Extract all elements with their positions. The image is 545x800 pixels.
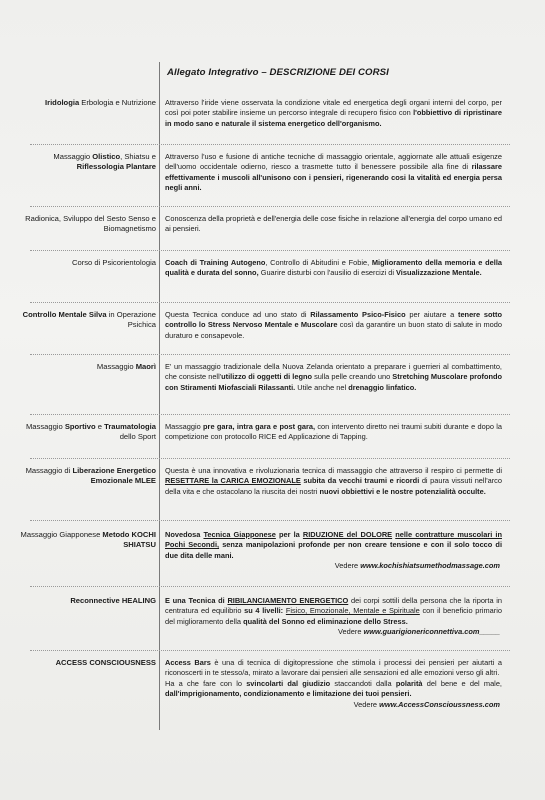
course-description-text: RIDUZIONE del DOLORE — [302, 530, 393, 539]
course-name-text: Traumatologia — [104, 422, 156, 431]
course-name-text: Massaggio di — [25, 466, 73, 475]
course-description-text: senza manipolazioni profonde per non creare tensione e con il solo tocco di due dita delle mani. — [165, 540, 503, 560]
course-description — [165, 422, 502, 443]
course-description-text: Questa è una innovativa e rivoluzionaria tecnica di massaggio che attraverso il respiro ci permette di — [165, 466, 502, 475]
row-divider — [30, 458, 510, 459]
course-description-text: Conoscenza della proprietà e dell'energia delle cose fisiche in relazione all'energia del corpo umano ed ai pensieri. — [165, 214, 502, 234]
course-name-text: Massaggio Giapponese — [20, 530, 103, 539]
website-reference — [165, 561, 502, 571]
course-description-text: subita da vecchi traumi e ricordi — [300, 476, 420, 486]
course-description-text: staccandoti dalla — [330, 678, 396, 688]
course-description-text: Visualizzazione Mentale. — [396, 268, 482, 278]
website-prefix: Vedere — [334, 561, 361, 571]
course-description-text: drenaggio linfatico. — [348, 382, 417, 392]
course-description — [165, 362, 502, 393]
course-name — [16, 310, 156, 331]
course-name — [16, 258, 156, 268]
course-description-text: sulla pelle creando uno — [312, 372, 393, 382]
course-description-text: di paura vissuti nell'arco della vita e che ostacolano la riuscita dei nostri — [165, 476, 502, 496]
course-name-text: Controllo Mentale Silva — [22, 310, 107, 319]
course-description — [165, 530, 502, 572]
course-name-text: Massaggio — [25, 422, 65, 431]
website-prefix: Vedere — [353, 699, 380, 709]
course-description-text: Guarire disturbi con l'ausilio di esercizi di — [258, 268, 397, 278]
course-name-text: Massaggio — [53, 152, 93, 161]
website-reference — [165, 627, 502, 637]
course-description-text: RIBILANCIAMENTO ENERGETICO — [227, 596, 349, 605]
course-description-text: Rilassamento Psico-Fisico — [310, 310, 406, 319]
course-description — [165, 98, 502, 129]
course-description-text: con intervento diretto nei traumi subiti durante e dopo la competizione con protocollo RICE ed Applicazione di Tapping. — [165, 422, 502, 442]
row-divider — [30, 250, 510, 251]
course-name-text: dello Sport — [119, 432, 156, 442]
course-description — [165, 214, 502, 235]
course-description-text: dall'imprigionamento, condizionamento e limitazione dei tuoi pensieri. — [165, 689, 412, 699]
course-description-text: Stretching Muscolare profondo con Stiramenti Miofasciali Rilassanti. — [165, 372, 502, 392]
course-description-text: Ha a che fare con lo — [165, 678, 247, 688]
course-name-text: Metodo KOCHI SHIATSU — [102, 530, 156, 550]
course-name-text: Iridologia — [45, 98, 80, 107]
course-description-text: Fisico, Emozionale, Mentale e Spirituale — [285, 606, 420, 616]
course-name — [16, 596, 156, 606]
course-description-text: E una Tecnica di — [165, 596, 228, 605]
row-divider — [30, 520, 510, 521]
course-description — [165, 466, 502, 497]
course-name-text: Massaggio — [96, 362, 136, 371]
course-description-text: Tecnica Giapponese — [203, 530, 276, 539]
course-name — [16, 530, 156, 551]
website-prefix: Vedere — [338, 627, 364, 637]
course-name-text: , Shiatsu e — [120, 152, 156, 161]
course-description-text: utilizzo di oggetti di legno — [221, 372, 312, 382]
course-name — [16, 422, 156, 443]
row-divider — [30, 586, 510, 587]
course-name-text: ACCESS CONSCIOUSNESS — [55, 658, 156, 667]
course-name — [16, 466, 156, 487]
row-divider — [30, 650, 510, 651]
website-link[interactable]: www.AccessConscioussness.com — [379, 699, 500, 709]
course-name-text: Erbologia e Nutrizione — [79, 98, 156, 107]
course-name-text: Radionica, Sviluppo del Sesto Senso e Biomagnetismo — [25, 214, 156, 234]
course-name-text: in Operazione Psichica — [106, 310, 156, 330]
page-title: Allegato Integrativo – DESCRIZIONE DEI CORSI — [167, 67, 389, 78]
course-name-text: Riflessologia Plantare — [76, 162, 156, 172]
course-name — [16, 658, 156, 668]
course-description-text: nuovi obbiettivi e le nostre potenzialità occulte. — [319, 486, 486, 496]
website-reference — [165, 700, 502, 710]
course-description-text: nelle contratture muscolari in Pochi Secondi, — [165, 530, 502, 550]
course-name-text: Liberazione Energetico Emozionale MLEE — [72, 466, 156, 486]
course-name-text: Corso di Psicorientologia — [72, 258, 156, 267]
course-name-text: Olistico — [92, 152, 121, 161]
course-description — [165, 658, 502, 710]
course-name — [16, 362, 156, 372]
row-divider — [30, 354, 510, 355]
course-description-text: su 4 livelli: — [244, 606, 284, 616]
course-description-text: , Controllo di Abitudini e Fobie, — [265, 258, 372, 267]
row-divider — [30, 414, 510, 415]
course-description — [165, 258, 502, 279]
course-description-text: svincolarti dal giudizio — [246, 678, 331, 688]
course-description-text: RESETTARE la CARICA EMOZIONALE — [165, 476, 301, 486]
course-description-text: pre gara, intra gara e post gara, — [203, 422, 316, 431]
course-description-text: per la — [275, 530, 303, 539]
row-divider — [30, 302, 510, 303]
row-divider — [30, 206, 510, 207]
website-link[interactable]: www.kochishiatsumethodmassage.com — [360, 561, 500, 571]
column-divider — [159, 62, 160, 730]
course-description-text: per aiutare a — [405, 310, 458, 319]
course-description-text: rilassare effettivamente i muscoli all'unisono con i pensieri, rigenerando cosi la vitalità ed energia persa negli anni. — [165, 162, 502, 193]
course-description-text: Utile anche nel — [295, 382, 349, 392]
course-description-text: Access Bars — [165, 658, 211, 667]
course-description-text: con il beneficio primario del miglioramento della — [165, 606, 502, 626]
row-divider — [30, 144, 510, 145]
course-description-text: Coach di Training Autogeno — [165, 258, 266, 267]
course-description-text: Questa Tecnica conduce ad uno stato di — [165, 310, 311, 319]
course-description-text: Massaggio — [165, 422, 204, 431]
course-name-text: Maorì — [135, 362, 156, 371]
course-name — [16, 152, 156, 173]
course-description-text: tenere sotto controllo lo Stress Nervoso Mentale e Muscolare — [165, 310, 502, 330]
course-name-text: Sportivo — [64, 422, 96, 431]
course-description-text: è una di tecnica di digitopressione che stimola i processi dei pensieri per aiutarti a riconoscerti in te stesso/a, mirato a lavorare dai pensieri alle sensazioni ed alle emozioni verso gli altri. — [165, 658, 502, 678]
website-link[interactable]: www.guarigionericonnettiva.com_____ — [363, 627, 500, 637]
course-description-text: polarità — [395, 678, 423, 688]
course-description-text: qualità del Sonno ed eliminazione dello Stress. — [243, 616, 408, 626]
course-description — [165, 596, 502, 638]
course-description-text: così da garantire un buon stato di salute in modo duraturo e consapevole. — [165, 320, 502, 340]
course-description-text: l'obbiettivo di ripristinare in modo sano e naturale il sistema energetico dell'organismo. — [165, 108, 503, 128]
course-name-text: Reconnective HEALING — [70, 596, 156, 605]
course-description-text: E' un massaggio tradizionale della Nuova Zelanda orientato a preparare i guerrieri al combattimento, che consiste nell' — [165, 362, 502, 382]
course-name — [16, 214, 156, 235]
course-name-text: e — [95, 422, 105, 431]
course-description-text: Attraverso l'uso e fusione di antiche tecniche di massaggio orientale, aggiornate alle attuali esigenze dell'uomo occidentale odierno, riesco a trasmette tutto il benessere possibile alla fine di — [165, 152, 502, 172]
course-name — [16, 98, 156, 108]
course-description-text: del bene e del male, — [422, 678, 502, 688]
course-description-text: dei corpi sottili della persona che la riporta in centratura ed equilibrio — [165, 596, 503, 616]
course-description-text: Attraverso l'iride viene osservata la condizione vitale ed energetica degli organi interni del corpo, per così poi poter stabilire insieme un percorso integrale di recupero fisico con — [165, 98, 502, 118]
course-description-text: Miglioramento della memoria e della qualità e durata del sonno, — [165, 258, 502, 278]
course-description-text: Novedosa — [165, 530, 204, 539]
course-description — [165, 310, 502, 341]
course-description — [165, 152, 502, 194]
